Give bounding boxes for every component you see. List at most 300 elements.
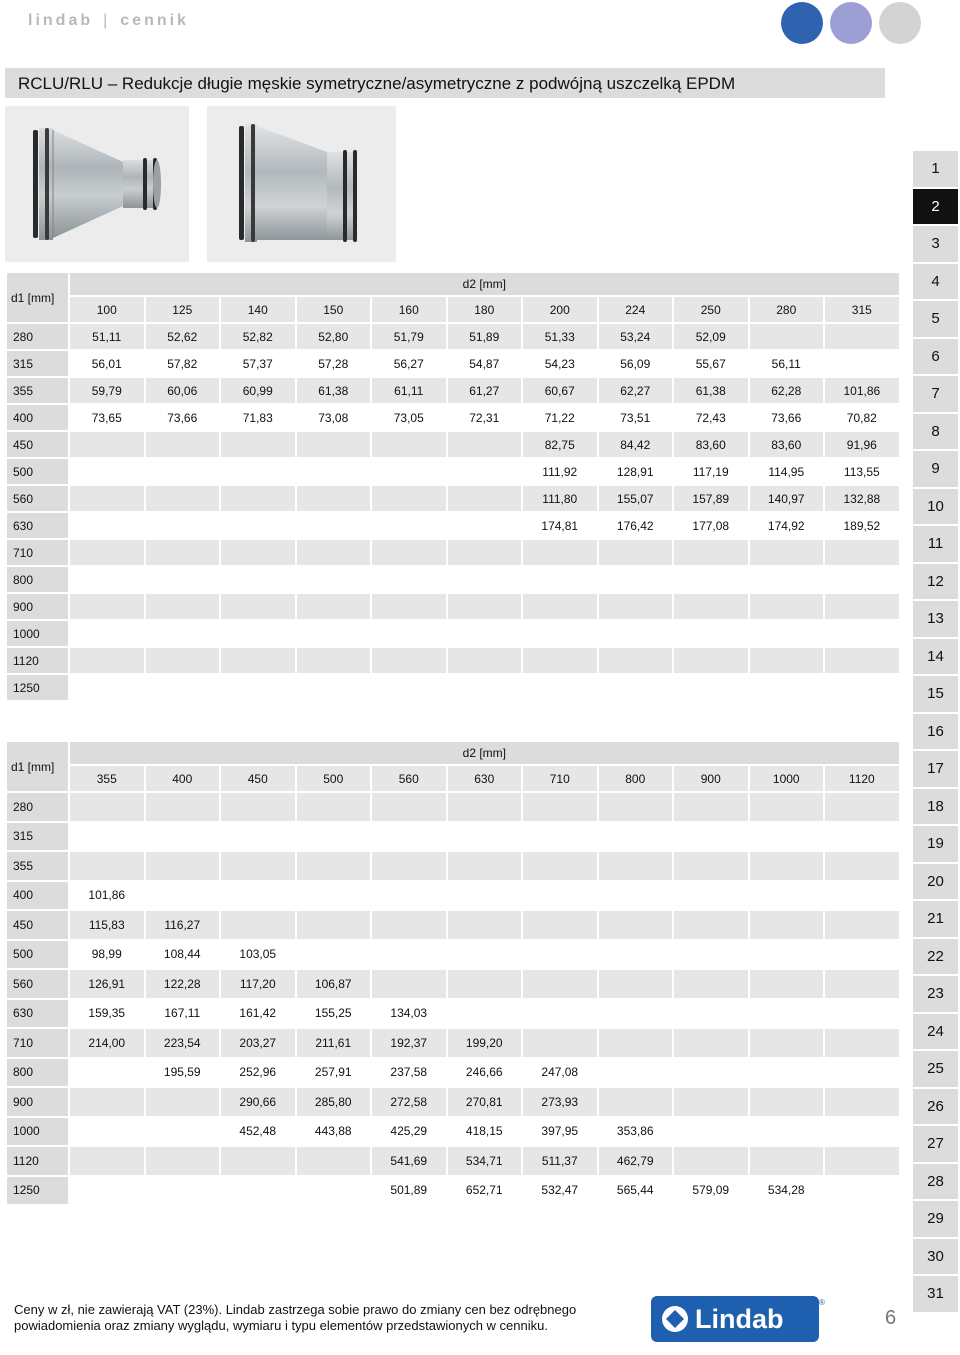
price-cell: 167,11: [146, 1000, 220, 1028]
table-row: [7, 432, 899, 457]
price-cell: 252,96: [221, 1059, 295, 1087]
price-cell: 532,47: [523, 1177, 597, 1205]
price-cell: 73,65: [70, 405, 144, 430]
price-cell: [674, 621, 748, 646]
price-cell: [674, 970, 748, 998]
price-cell: [825, 648, 899, 673]
d1-row-header: 1000: [7, 621, 68, 646]
lindab-logo: [651, 1296, 826, 1342]
page-index-item[interactable]: 12: [913, 564, 958, 600]
price-cell: 177,08: [674, 513, 748, 538]
price-cell: [523, 941, 597, 969]
price-cell: 60,99: [221, 378, 295, 403]
price-cell: 60,06: [146, 378, 220, 403]
price-cell: [599, 621, 673, 646]
price-cell: 71,83: [221, 405, 295, 430]
table-row: [7, 823, 899, 851]
price-cell: [448, 540, 522, 565]
price-cell: 452,48: [221, 1118, 295, 1146]
table-row: [7, 911, 899, 939]
price-cell: 272,58: [372, 1088, 446, 1116]
price-cell: [146, 823, 220, 851]
d1-row-header: 900: [7, 594, 68, 619]
price-cell: [750, 540, 824, 565]
price-cell: [221, 1177, 295, 1205]
d1-row-header: 630: [7, 1000, 68, 1028]
d2-column-header: 125: [146, 297, 220, 322]
price-cell: [146, 621, 220, 646]
d1-row-header: 450: [7, 911, 68, 939]
price-cell: 192,37: [372, 1029, 446, 1057]
d2-column-header: 200: [523, 297, 597, 322]
price-cell: [750, 675, 824, 700]
price-cell: [70, 1059, 144, 1087]
page-index-item[interactable]: 31: [913, 1276, 958, 1312]
price-cell: 579,09: [674, 1177, 748, 1205]
page-index-item[interactable]: 13: [913, 601, 958, 637]
page-index-item[interactable]: 7: [913, 376, 958, 412]
price-cell: [70, 1118, 144, 1146]
d2-column-header: 560: [372, 766, 446, 791]
price-cell: 157,89: [674, 486, 748, 511]
d1-row-header: 315: [7, 351, 68, 376]
price-cell: [523, 970, 597, 998]
price-cell: [825, 351, 899, 376]
table-row: [7, 970, 899, 998]
price-cell: [750, 882, 824, 910]
price-cell: 534,71: [448, 1147, 522, 1175]
d2-column-header: 355: [70, 766, 144, 791]
price-cell: [448, 567, 522, 592]
page-index-item[interactable]: 5: [913, 301, 958, 337]
price-cell: [674, 882, 748, 910]
d2-column-header: 710: [523, 766, 597, 791]
price-cell: 51,33: [523, 324, 597, 349]
product-photo-symmetric: [5, 106, 189, 262]
page-index-item[interactable]: 19: [913, 826, 958, 862]
price-cell: [750, 970, 824, 998]
table-row: [7, 852, 899, 880]
d2-column-header: 630: [448, 766, 522, 791]
page-index-item[interactable]: 26: [913, 1089, 958, 1125]
price-cell: 72,43: [674, 405, 748, 430]
price-cell: [674, 1000, 748, 1028]
table-row: [7, 1088, 899, 1116]
price-cell: [146, 594, 220, 619]
d2-column-header: 450: [221, 766, 295, 791]
price-cell: [70, 1177, 144, 1205]
price-cell: 199,20: [448, 1029, 522, 1057]
price-cell: [599, 882, 673, 910]
price-cell: 113,55: [825, 459, 899, 484]
price-cell: 211,61: [297, 1029, 371, 1057]
price-cell: [297, 621, 371, 646]
price-cell: 189,52: [825, 513, 899, 538]
price-cell: 73,08: [297, 405, 371, 430]
table-row: [7, 1118, 899, 1146]
price-cell: [221, 513, 295, 538]
price-cell: 290,66: [221, 1088, 295, 1116]
price-cell: 273,93: [523, 1088, 597, 1116]
price-cell: [372, 540, 446, 565]
price-cell: 56,11: [750, 351, 824, 376]
table-row: [7, 675, 899, 700]
d2-column-header: 400: [146, 766, 220, 791]
price-cell: [297, 594, 371, 619]
price-cell: [825, 621, 899, 646]
price-cell: 73,66: [750, 405, 824, 430]
price-cell: [221, 567, 295, 592]
price-cell: [146, 513, 220, 538]
price-cell: [372, 648, 446, 673]
price-cell: [221, 675, 295, 700]
svg-text:®: ®: [819, 1298, 825, 1307]
price-cell: 52,62: [146, 324, 220, 349]
price-cell: 98,99: [70, 941, 144, 969]
price-cell: [70, 793, 144, 821]
price-cell: [297, 675, 371, 700]
price-cell: [448, 621, 522, 646]
price-cell: [297, 1177, 371, 1205]
page-index-item[interactable]: 1: [913, 151, 958, 187]
price-cell: [221, 882, 295, 910]
table-row: [7, 1029, 899, 1057]
price-cell: [599, 594, 673, 619]
price-cell: [674, 793, 748, 821]
price-cell: [221, 852, 295, 880]
price-cell: [70, 594, 144, 619]
price-cell: 176,42: [599, 513, 673, 538]
price-cell: [750, 648, 824, 673]
price-cell: [674, 540, 748, 565]
price-cell: [448, 911, 522, 939]
price-cell: [448, 852, 522, 880]
price-cell: 214,00: [70, 1029, 144, 1057]
price-cell: [221, 793, 295, 821]
logo-text: Lindab: [695, 1304, 784, 1334]
price-cell: [70, 540, 144, 565]
table-row: [7, 1147, 899, 1175]
d2-column-header: 140: [221, 297, 295, 322]
price-cell: 62,28: [750, 378, 824, 403]
price-cell: 61,27: [448, 378, 522, 403]
page-index-item[interactable]: 11: [913, 526, 958, 562]
price-cell: [523, 823, 597, 851]
price-cell: [221, 911, 295, 939]
price-cell: 101,86: [70, 882, 144, 910]
brand-section: cennik: [120, 12, 189, 29]
price-cell: [674, 567, 748, 592]
price-cell: [297, 882, 371, 910]
price-cell: 73,05: [372, 405, 446, 430]
page-index-item[interactable]: 20: [913, 864, 958, 900]
price-cell: [674, 1088, 748, 1116]
price-cell: [674, 823, 748, 851]
brand-dot-blue: [781, 2, 823, 44]
price-cell: [750, 1059, 824, 1087]
table-row: [7, 486, 899, 511]
product-photo-asymmetric: [207, 106, 396, 262]
price-cell: 117,19: [674, 459, 748, 484]
price-cell: [750, 941, 824, 969]
d1-row-header: 560: [7, 970, 68, 998]
price-cell: 70,82: [825, 405, 899, 430]
price-cell: [221, 648, 295, 673]
price-cell: [372, 882, 446, 910]
price-cell: 73,66: [146, 405, 220, 430]
price-cell: [523, 882, 597, 910]
price-cell: [448, 648, 522, 673]
d1-row-header: 800: [7, 567, 68, 592]
price-cell: [372, 486, 446, 511]
price-cell: 501,89: [372, 1177, 446, 1205]
price-cell: 425,29: [372, 1118, 446, 1146]
price-cell: [448, 1000, 522, 1028]
price-cell: 51,89: [448, 324, 522, 349]
price-cell: [825, 594, 899, 619]
price-cell: [146, 486, 220, 511]
price-cell: 111,92: [523, 459, 597, 484]
d2-column-header: 500: [297, 766, 371, 791]
price-cell: 83,60: [750, 432, 824, 457]
page-index-item[interactable]: 4: [913, 264, 958, 300]
price-cell: 54,87: [448, 351, 522, 376]
price-cell: 84,42: [599, 432, 673, 457]
price-cell: 161,42: [221, 1000, 295, 1028]
price-cell: [523, 852, 597, 880]
price-cell: [750, 1147, 824, 1175]
price-cell: [523, 911, 597, 939]
page-index-item[interactable]: 27: [913, 1126, 958, 1162]
table-row: [7, 793, 899, 821]
price-cell: [297, 648, 371, 673]
price-cell: [599, 823, 673, 851]
price-cell: [448, 823, 522, 851]
price-cell: 155,07: [599, 486, 673, 511]
price-cell: [70, 1147, 144, 1175]
price-cell: 237,58: [372, 1059, 446, 1087]
d2-column-header: 160: [372, 297, 446, 322]
price-cell: [372, 432, 446, 457]
price-cell: [297, 823, 371, 851]
table-row: [7, 567, 899, 592]
price-cell: [372, 459, 446, 484]
d1-row-header: 630: [7, 513, 68, 538]
header-brand: [28, 12, 189, 30]
price-cell: [221, 823, 295, 851]
price-cell: [825, 1088, 899, 1116]
price-cell: [146, 1147, 220, 1175]
d1-row-header: 1120: [7, 648, 68, 673]
price-cell: [448, 793, 522, 821]
price-cell: 57,37: [221, 351, 295, 376]
price-cell: 52,09: [674, 324, 748, 349]
price-cell: 652,71: [448, 1177, 522, 1205]
price-cell: [825, 567, 899, 592]
table-row: [7, 378, 899, 403]
price-cell: [70, 675, 144, 700]
price-cell: [297, 941, 371, 969]
price-cell: [372, 852, 446, 880]
table-row: [7, 648, 899, 673]
price-cell: [70, 852, 144, 880]
price-cell: 257,91: [297, 1059, 371, 1087]
d2-column-header: 224: [599, 297, 673, 322]
table-row: [7, 540, 899, 565]
page-index-item[interactable]: 9: [913, 451, 958, 487]
price-cell: 418,15: [448, 1118, 522, 1146]
price-cell: [599, 1000, 673, 1028]
brand-separator: |: [103, 12, 111, 29]
price-cell: 132,88: [825, 486, 899, 511]
price-cell: 128,91: [599, 459, 673, 484]
page-index-item[interactable]: 29: [913, 1201, 958, 1237]
price-cell: [70, 459, 144, 484]
table-row: [7, 513, 899, 538]
page-index-item[interactable]: 25: [913, 1051, 958, 1087]
d1-row-header: 400: [7, 405, 68, 430]
page-index-item[interactable]: 15: [913, 676, 958, 712]
price-cell: 61,38: [674, 378, 748, 403]
d2-column-header: 315: [825, 297, 899, 322]
price-cell: [825, 1000, 899, 1028]
price-cell: [599, 567, 673, 592]
table-row: [7, 882, 899, 910]
price-cell: [599, 970, 673, 998]
price-cell: [523, 540, 597, 565]
price-cell: [297, 513, 371, 538]
price-cell: 106,87: [297, 970, 371, 998]
price-cell: 62,27: [599, 378, 673, 403]
page-index-item[interactable]: 18: [913, 789, 958, 825]
d1-row-header: 710: [7, 540, 68, 565]
d1-row-header: 710: [7, 1029, 68, 1057]
page-index-item[interactable]: 3: [913, 226, 958, 262]
price-cell: 83,60: [674, 432, 748, 457]
d2-column-header: 1120: [825, 766, 899, 791]
table-row: [7, 1177, 899, 1205]
page-index-item[interactable]: 17: [913, 751, 958, 787]
price-cell: [372, 941, 446, 969]
price-cell: [448, 970, 522, 998]
price-cell: [70, 823, 144, 851]
price-cell: 51,79: [372, 324, 446, 349]
d2-column-header: 180: [448, 297, 522, 322]
page-index-item[interactable]: 10: [913, 489, 958, 525]
price-cell: [825, 1029, 899, 1057]
price-cell: [372, 970, 446, 998]
d1-header: d1 [mm]: [7, 273, 68, 322]
brand-name: lindab: [28, 12, 94, 29]
price-cell: 117,20: [221, 970, 295, 998]
page-index-item[interactable]: 30: [913, 1239, 958, 1275]
price-cell: [372, 513, 446, 538]
price-cell: 116,27: [146, 911, 220, 939]
price-cell: [146, 540, 220, 565]
price-cell: 285,80: [297, 1088, 371, 1116]
price-cell: [674, 941, 748, 969]
d1-header: d1 [mm]: [7, 742, 68, 791]
price-cell: [70, 648, 144, 673]
price-cell: [825, 852, 899, 880]
page-index-item[interactable]: 16: [913, 714, 958, 750]
d1-row-header: 500: [7, 459, 68, 484]
d1-row-header: 355: [7, 852, 68, 880]
d2-column-header: 1000: [750, 766, 824, 791]
table-row: [7, 459, 899, 484]
price-cell: [750, 823, 824, 851]
page-index-item[interactable]: 24: [913, 1014, 958, 1050]
price-cell: [674, 594, 748, 619]
price-cell: [825, 1147, 899, 1175]
price-cell: 108,44: [146, 941, 220, 969]
footer-note-line-2: powiadomienia oraz zmiany wyglądu, wymiaru i typu elementów przedstawionych w cenniku.: [14, 1318, 548, 1333]
price-cell: [674, 1118, 748, 1146]
price-cell: [674, 1147, 748, 1175]
price-cell: 54,23: [523, 351, 597, 376]
price-cell: [146, 1118, 220, 1146]
d1-row-header: 500: [7, 941, 68, 969]
price-cell: [448, 882, 522, 910]
price-cell: 397,95: [523, 1118, 597, 1146]
price-cell: [825, 1059, 899, 1087]
page-index-item[interactable]: 6: [913, 339, 958, 375]
price-cell: [146, 459, 220, 484]
price-cell: [448, 594, 522, 619]
page-index-item[interactable]: 14: [913, 639, 958, 675]
d2-column-header: 100: [70, 297, 144, 322]
d1-row-header: 1000: [7, 1118, 68, 1146]
price-cell: [372, 911, 446, 939]
page-index-item[interactable]: 8: [913, 414, 958, 450]
price-cell: 52,80: [297, 324, 371, 349]
price-cell: [674, 648, 748, 673]
price-cell: [825, 324, 899, 349]
price-cell: [825, 823, 899, 851]
price-cell: 174,81: [523, 513, 597, 538]
page-index-item[interactable]: 21: [913, 901, 958, 937]
price-cell: 59,79: [70, 378, 144, 403]
price-cell: [750, 567, 824, 592]
price-cell: 61,11: [372, 378, 446, 403]
price-cell: 114,95: [750, 459, 824, 484]
table-row: [7, 621, 899, 646]
page-index-item[interactable]: 2: [913, 189, 958, 225]
price-cell: 565,44: [599, 1177, 673, 1205]
price-table-small-diameters: [5, 271, 901, 702]
price-cell: [221, 432, 295, 457]
price-cell: [825, 941, 899, 969]
price-cell: [372, 823, 446, 851]
page-index-item[interactable]: 22: [913, 939, 958, 975]
price-cell: [146, 793, 220, 821]
price-cell: [297, 793, 371, 821]
page-index-item[interactable]: 23: [913, 976, 958, 1012]
price-cell: [221, 621, 295, 646]
table-row: [7, 351, 899, 376]
price-cell: 51,11: [70, 324, 144, 349]
price-cell: [599, 540, 673, 565]
price-cell: 101,86: [825, 378, 899, 403]
price-cell: 55,67: [674, 351, 748, 376]
price-cell: [297, 852, 371, 880]
price-cell: [146, 432, 220, 457]
d1-row-header: 800: [7, 1059, 68, 1087]
price-cell: [70, 432, 144, 457]
page-index-item[interactable]: 28: [913, 1164, 958, 1200]
price-cell: [146, 567, 220, 592]
price-cell: [70, 486, 144, 511]
